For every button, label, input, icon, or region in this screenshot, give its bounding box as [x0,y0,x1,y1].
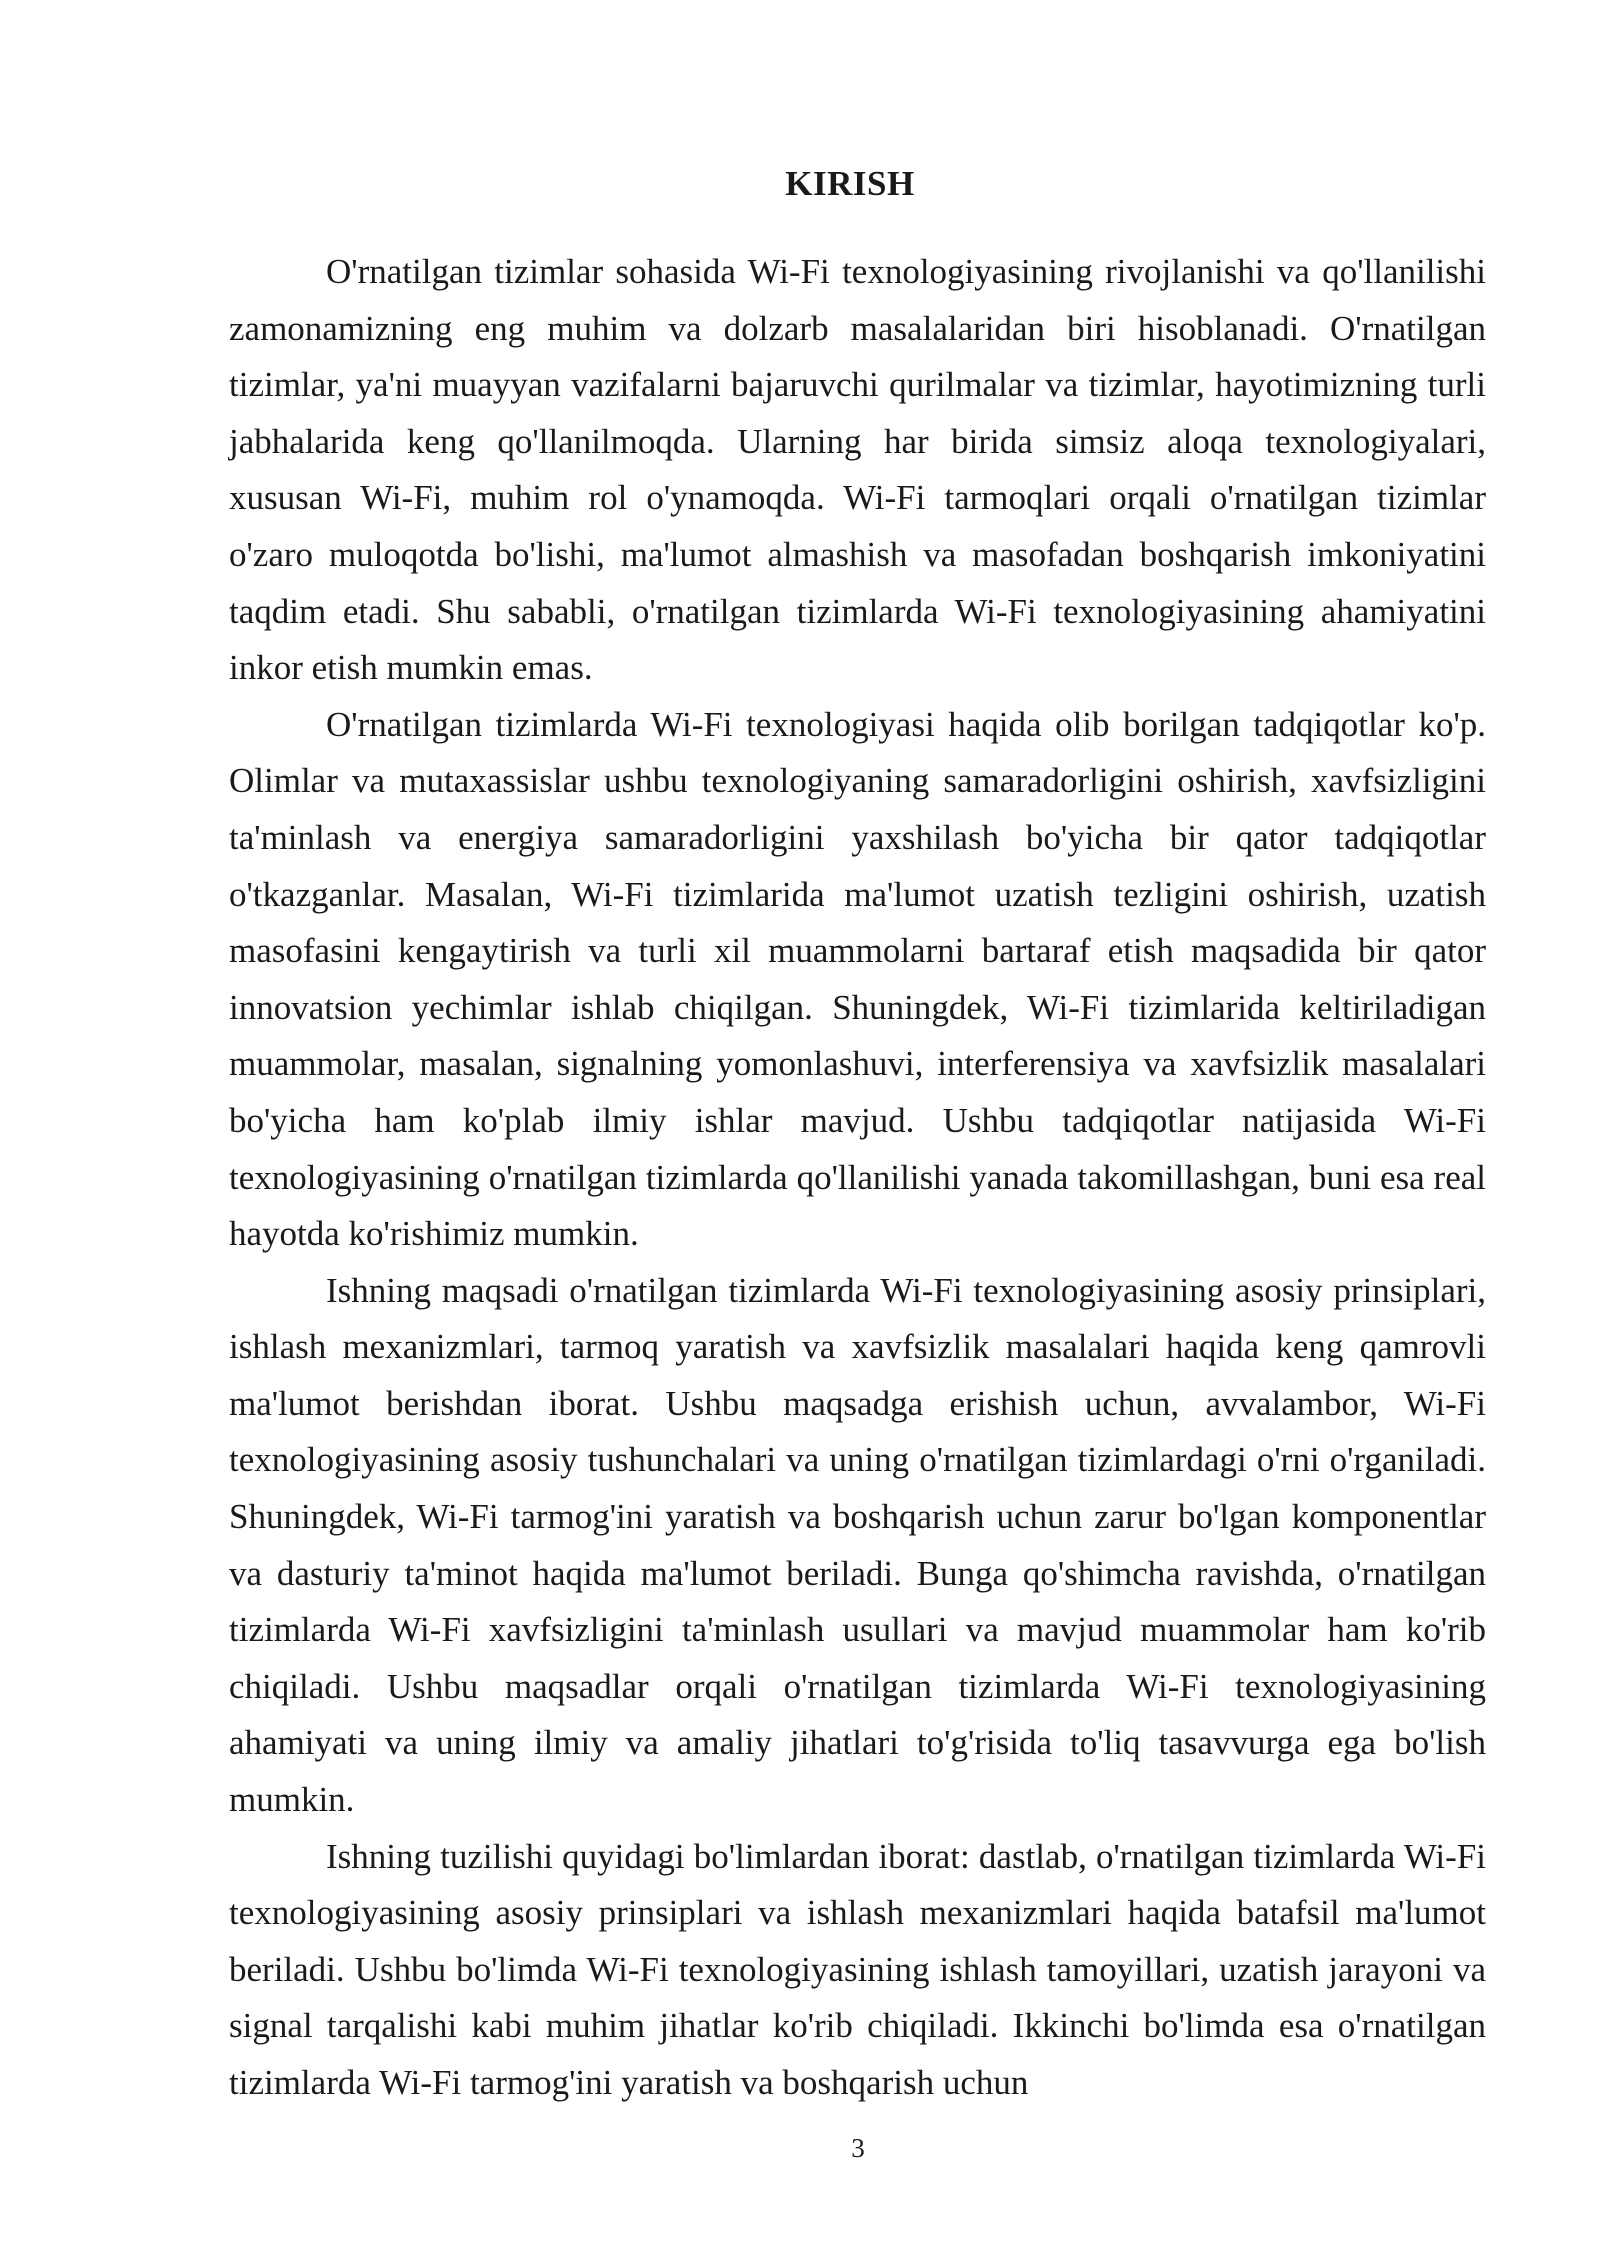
paragraph: O'rnatilgan tizimlarda Wi-Fi texnologiyasi haqida olib borilgan tadqiqotlar ko'p. Olimlar va mutaxassislar ushbu texnologiyaning samaradorligini oshirish, xavfsizligini ta'minlash va energiya samaradorligini yaxshilash bo'yicha bir qator tadqiqotlar o'tkazganlar. Masalan, Wi-Fi tizimlarida ma'lumot uzatish tezligini oshirish, uzatish masofasini kengaytirish va turli xil muammolarni bartaraf etish maqsadida bir qator innovatsion yechimlar ishlab chiqilgan. Shuningdek, Wi-Fi tizimlarida keltiriladigan muammolar, masalan, signalning yomonlashuvi, interferensiya va xavfsizlik masalalari bo'yicha ham ko'plab ilmiy ishlar mavjud. Ushbu tadqiqotlar natijasida Wi-Fi texnologiyasining o'rnatilgan tizimlarda qo'llanilishi yanada takomillashgan, buni esa real hayotda ko'rishimiz mumkin. [229,704,1486,1254]
page-title: KIRISH [785,164,915,203]
page-number: 3 [851,2133,865,2163]
paragraph: O'rnatilgan tizimlar sohasida Wi-Fi texnologiyasining rivojlanishi va qo'llanilishi zamonamizning eng muhim va dolzarb masalalaridan biri hisoblanadi. O'rnatilgan tizimlar, ya'ni muayyan vazifalarni bajaruvchi qurilmalar va tizimlar, hayotimizning turli jabhalarida keng qo'llanilmoqda. Ularning har birida simsiz aloqa texnologiyalari, xususan Wi-Fi, muhim rol o'ynamoqda. Wi-Fi tarmoqlari orqali o'rnatilgan tizimlar o'zaro muloqotda bo'lishi, ma'lumot almashish va masofadan boshqarish imkoniyatini taqdim etadi. Shu sababli, o'rnatilgan tizimlarda Wi-Fi texnologiyasining ahamiyatini inkor etish mumkin emas. [229,252,1486,688]
paragraph: Ishning tuzilishi quyidagi bo'limlardan iborat: dastlab, o'rnatilgan tizimlarda Wi-Fi texnologiyasining asosiy prinsiplari va ishlash mexanizmlari haqida batafsil ma'lumot beriladi. Ushbu bo'limda Wi-Fi texnologiyasining ishlash tamoyillari, uzatish jarayoni va signal tarqalishi kabi muhim jihatlar ko'rib chiqiladi. Ikkinchi bo'limda esa o'rnatilgan tizimlarda Wi-Fi tarmog'ini yaratish va boshqarish uchun [229,1836,1486,2102]
paragraph: Ishning maqsadi o'rnatilgan tizimlarda Wi-Fi texnologiyasining asosiy prinsiplari, ishlash mexanizmlari, tarmoq yaratish va xavfsizlik masalalari haqida keng qamrovli ma'lumot berishdan iborat. Ushbu maqsadga erishish uchun, avvalambor, Wi-Fi texnologiyasining asosiy tushunchalari va uning o'rnatilgan tizimlardagi o'rni o'rganiladi. Shuningdek, Wi-Fi tarmog'ini yaratish va boshqarish uchun zarur bo'lgan komponentlar va dasturiy ta'minot haqida ma'lumot beriladi. Bunga qo'shimcha ravishda, o'rnatilgan tizimlarda Wi-Fi xavfsizligini ta'minlash usullari va mavjud muammolar ham ko'rib chiqiladi. Ushbu maqsadlar orqali o'rnatilgan tizimlarda Wi-Fi texnologiyasining ahamiyati va uning ilmiy va amaliy jihatlari to'g'risida to'liq tasavvurga ega bo'lish mumkin. [229,1270,1486,1820]
body-text [229,244,1486,2112]
